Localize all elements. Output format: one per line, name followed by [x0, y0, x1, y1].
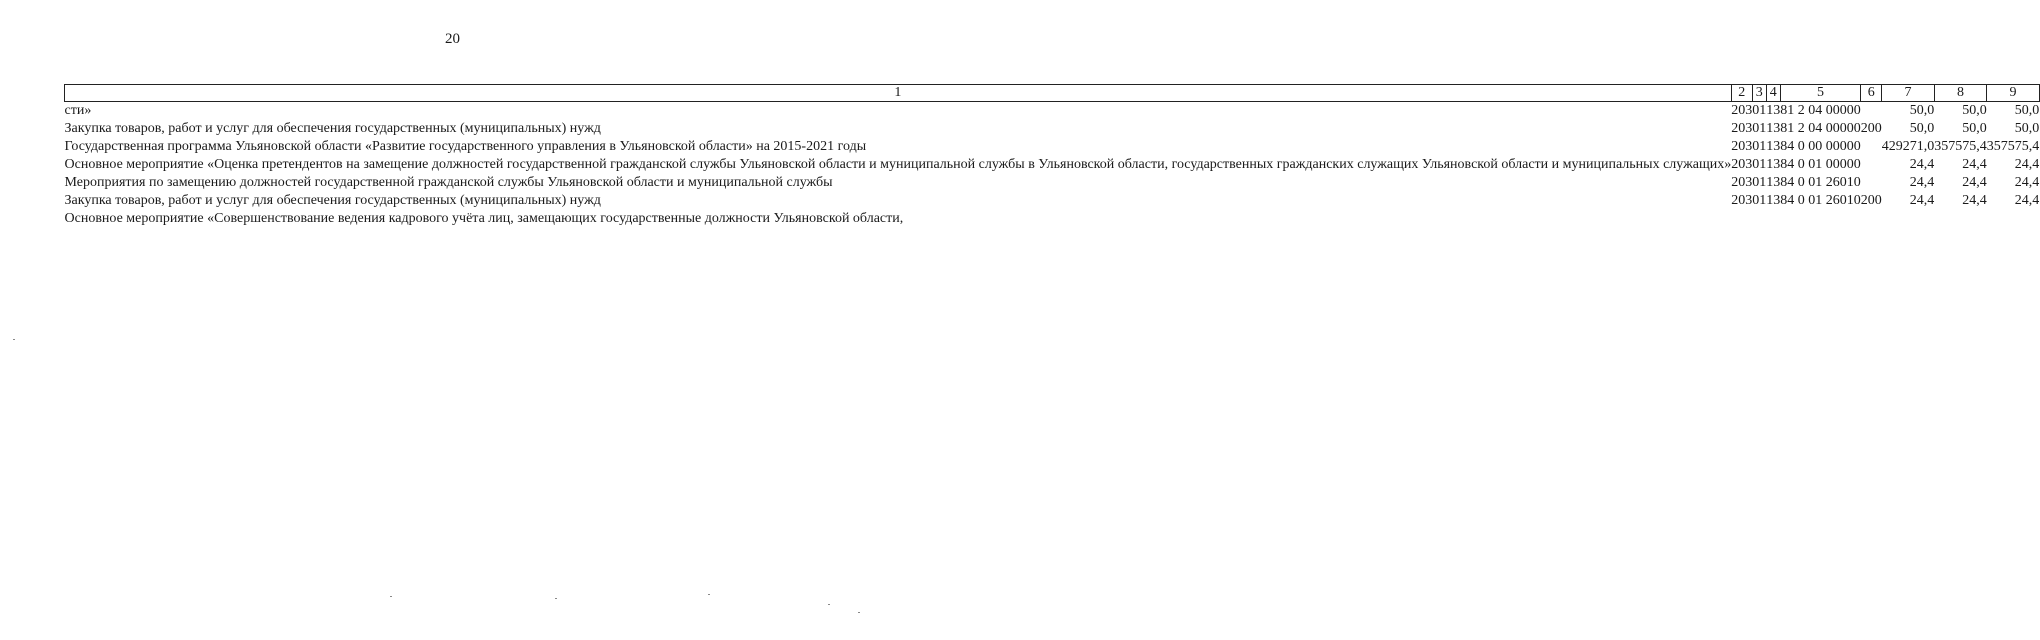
row-amount-col7: 429271,0: [1881, 139, 1935, 154]
table-row: [65, 138, 2040, 156]
row-target-code: 81 2 04 00000: [1780, 121, 1861, 136]
row-expense-type-code: [1861, 174, 1882, 192]
row-amount-col7: 24,4: [1909, 193, 1935, 208]
row-amount-col7: 50,0: [1909, 121, 1935, 136]
row-amount-col9: 50,0: [2014, 103, 2040, 118]
row-section-code: 01: [1752, 157, 1767, 172]
table-row: [65, 174, 2040, 192]
row-section-code: 01: [1752, 193, 1767, 208]
row-subsection-code: 13: [1766, 193, 1781, 208]
row-amount-col8: 357575,4: [1934, 139, 1987, 154]
row-amount-col8: 50,0: [1962, 121, 1987, 136]
row-admin-code: [1731, 210, 1752, 228]
row-target-code: 84 0 00 00000: [1780, 139, 1861, 154]
row-admin-code: 203: [1731, 175, 1753, 190]
table-row: [65, 192, 2040, 210]
row-subsection-code: 13: [1766, 121, 1781, 136]
row-amount-col8: 24,4: [1962, 193, 1987, 208]
row-name-cell: Закупка товаров, работ и услуг для обеспечения государственных (муниципальных) нужд: [64, 121, 601, 136]
page-number: 20: [445, 31, 460, 47]
row-expense-type-code: [1861, 102, 1882, 121]
row-target-code: 84 0 01 26010: [1780, 193, 1861, 208]
row-expense-type-code: [1861, 156, 1882, 174]
row-admin-code: 203: [1731, 103, 1753, 118]
column-header: 1: [65, 85, 1732, 102]
row-target-code: [1780, 210, 1861, 228]
scan-speck: [13, 339, 15, 340]
row-admin-code: 203: [1731, 193, 1753, 208]
row-section-code: 01: [1752, 121, 1767, 136]
row-expense-type-code: [1861, 138, 1882, 156]
row-amount-col9: [1987, 210, 2040, 228]
table-header-row: [65, 85, 2040, 102]
row-amount-col9: 357575,4: [1986, 139, 2040, 154]
column-header: 2: [1731, 85, 1752, 102]
column-header: 8: [1934, 85, 1987, 102]
table-row: [65, 120, 2040, 138]
scan-speck: [708, 594, 710, 595]
row-subsection-code: 13: [1766, 157, 1781, 172]
row-name-cell: Государственная программа Ульяновской области «Развитие государственного управления в Ульяновской области» на 2015-2021 годы: [64, 139, 867, 154]
row-amount-col9: 24,4: [2014, 157, 2040, 172]
row-amount-col8: [1934, 210, 1987, 228]
column-header: 3: [1752, 85, 1766, 102]
row-section-code: 01: [1752, 175, 1767, 190]
column-header: 4: [1766, 85, 1780, 102]
row-amount-col9: 24,4: [2014, 193, 2040, 208]
row-section-code: [1752, 210, 1766, 228]
row-name-cell: Основное мероприятие «Совершенствование ведения кадрового учёта лиц, замещающих государственные должности Ульяновской области,: [64, 211, 904, 226]
row-name-cell: Закупка товаров, работ и услуг для обеспечения государственных (муниципальных) нужд: [64, 193, 601, 208]
row-section-code: 01: [1752, 103, 1767, 118]
row-subsection-code: 13: [1766, 175, 1781, 190]
column-header: 9: [1987, 85, 2040, 102]
column-header: 7: [1882, 85, 1935, 102]
row-target-code: 81 2 04 00000: [1780, 103, 1861, 118]
table-row: [65, 156, 2040, 174]
row-target-code: 84 0 01 26010: [1780, 175, 1861, 190]
row-amount-col8: 24,4: [1962, 175, 1987, 190]
row-amount-col9: 24,4: [2014, 175, 2040, 190]
scan-speck: [555, 598, 557, 599]
scan-speck: [828, 604, 830, 605]
row-admin-code: 203: [1731, 157, 1753, 172]
row-amount-col7: 24,4: [1909, 175, 1935, 190]
row-subsection-code: 13: [1766, 103, 1781, 118]
row-subsection-code: [1766, 210, 1780, 228]
row-amount-col7: 50,0: [1909, 103, 1935, 118]
row-target-code: 84 0 01 00000: [1780, 157, 1861, 172]
row-name-cell: Мероприятия по замещению должностей государственной гражданской службы Ульяновской области и муниципальной службы: [64, 175, 833, 190]
row-admin-code: 203: [1731, 139, 1753, 154]
row-name-cell: сти»: [64, 103, 92, 118]
row-expense-type-code: [1861, 210, 1882, 228]
table-row: [65, 210, 2040, 228]
scan-speck: [858, 612, 860, 613]
row-section-code: 01: [1752, 139, 1767, 154]
row-amount-col7: [1882, 210, 1935, 228]
row-expense-type-code: 200: [1860, 193, 1882, 208]
budget-table: [64, 84, 2040, 228]
row-amount-col9: 50,0: [2014, 121, 2040, 136]
row-name-cell: Основное мероприятие «Оценка претендентов на замещение должностей государственной гражданской службы Ульяновской области и муниципальной службы в Ульяновской области, государственных гражданских служащих Ульяновской области и муниципальных служащих»: [64, 157, 1732, 172]
row-expense-type-code: 200: [1860, 121, 1882, 136]
row-subsection-code: 13: [1766, 139, 1781, 154]
scan-speck: [390, 596, 392, 597]
row-amount-col8: 50,0: [1962, 103, 1987, 118]
row-admin-code: 203: [1731, 121, 1753, 136]
row-amount-col7: 24,4: [1909, 157, 1935, 172]
column-header: 5: [1780, 85, 1861, 102]
row-amount-col8: 24,4: [1962, 157, 1987, 172]
column-header: 6: [1861, 85, 1882, 102]
table-row: [65, 102, 2040, 121]
